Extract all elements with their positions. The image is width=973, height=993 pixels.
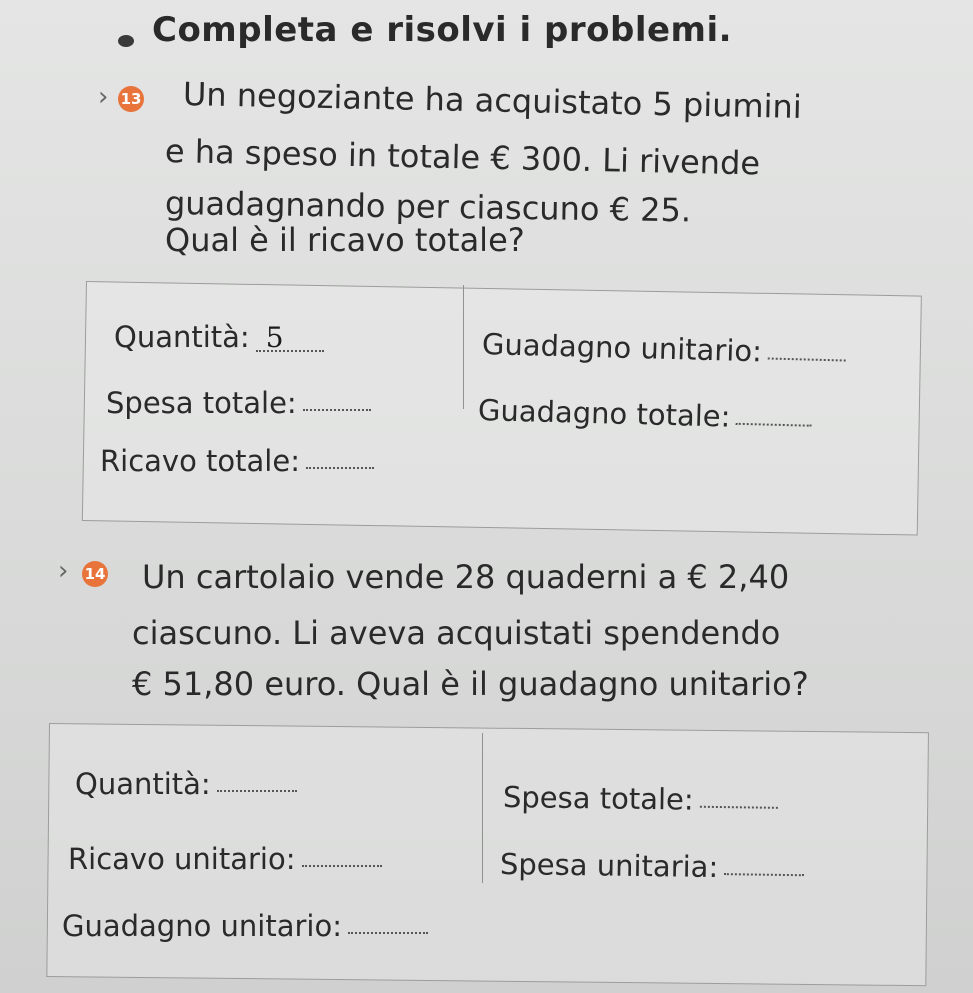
problem-number-badge: 14 (82, 561, 108, 587)
answer-blank[interactable] (700, 806, 778, 809)
answer-blank[interactable] (306, 467, 374, 469)
problem-13-line-3: guadagnando per ciascuno € 25. (164, 184, 692, 230)
unit-expense-field[interactable] (499, 847, 805, 885)
quantity-label: Quantità: (75, 767, 211, 801)
chevron-right-icon: › (98, 82, 109, 112)
quantity-field[interactable] (114, 320, 324, 354)
answer-blank[interactable] (303, 409, 371, 411)
total-expense-field[interactable] (106, 386, 371, 420)
answer-blank[interactable] (217, 790, 297, 792)
problem-13-line-1: Un negoziante ha acquistato 5 piumini (182, 75, 803, 126)
answer-blank[interactable] (736, 423, 812, 427)
answer-blank[interactable] (724, 873, 804, 876)
unit-gain-label: Guadagno unitario: (481, 327, 763, 369)
section-title: Completa e risolvi i problemi. (152, 10, 733, 50)
chevron-right-icon: › (58, 556, 69, 586)
unit-revenue-label: Ricavo unitario: (68, 842, 296, 876)
problem-14-line-2: ciascuno. Li aveva acquistati spendendo (132, 614, 781, 652)
unit-revenue-field[interactable] (68, 842, 382, 876)
answer-blank[interactable] (302, 865, 382, 867)
total-revenue-field[interactable] (100, 444, 374, 478)
quantity-label: Quantità: (114, 320, 250, 354)
problem-13-line-4: Qual è il ricavo totale? (165, 221, 525, 259)
unit-expense-label: Spesa unitaria: (499, 847, 719, 885)
problem-number-badge: 13 (118, 86, 144, 112)
bullet-icon (118, 35, 134, 47)
total-expense-field[interactable] (502, 780, 778, 817)
unit-gain-label: Guadagno unitario: (62, 909, 343, 943)
quantity-field[interactable] (75, 767, 297, 801)
quantity-value: 5 (256, 325, 324, 352)
problem-14-line-3: € 51,80 euro. Qual è il guadagno unitario? (132, 665, 809, 703)
answer-blank[interactable] (348, 932, 428, 934)
answer-blank[interactable] (768, 357, 846, 361)
total-revenue-label: Ricavo totale: (100, 444, 300, 478)
problem-13-line-2: e ha speso in totale € 300. Li rivende (164, 132, 761, 183)
total-expense-label: Spesa totale: (502, 780, 694, 817)
problem-14-line-1: Un cartolaio vende 28 quaderni a € 2,40 (142, 558, 790, 596)
problem-13-divider (463, 285, 464, 409)
total-expense-label: Spesa totale: (106, 386, 297, 420)
unit-gain-field[interactable] (62, 909, 428, 943)
total-gain-label: Guadagno totale: (477, 393, 731, 434)
problem-14-divider (482, 733, 483, 883)
